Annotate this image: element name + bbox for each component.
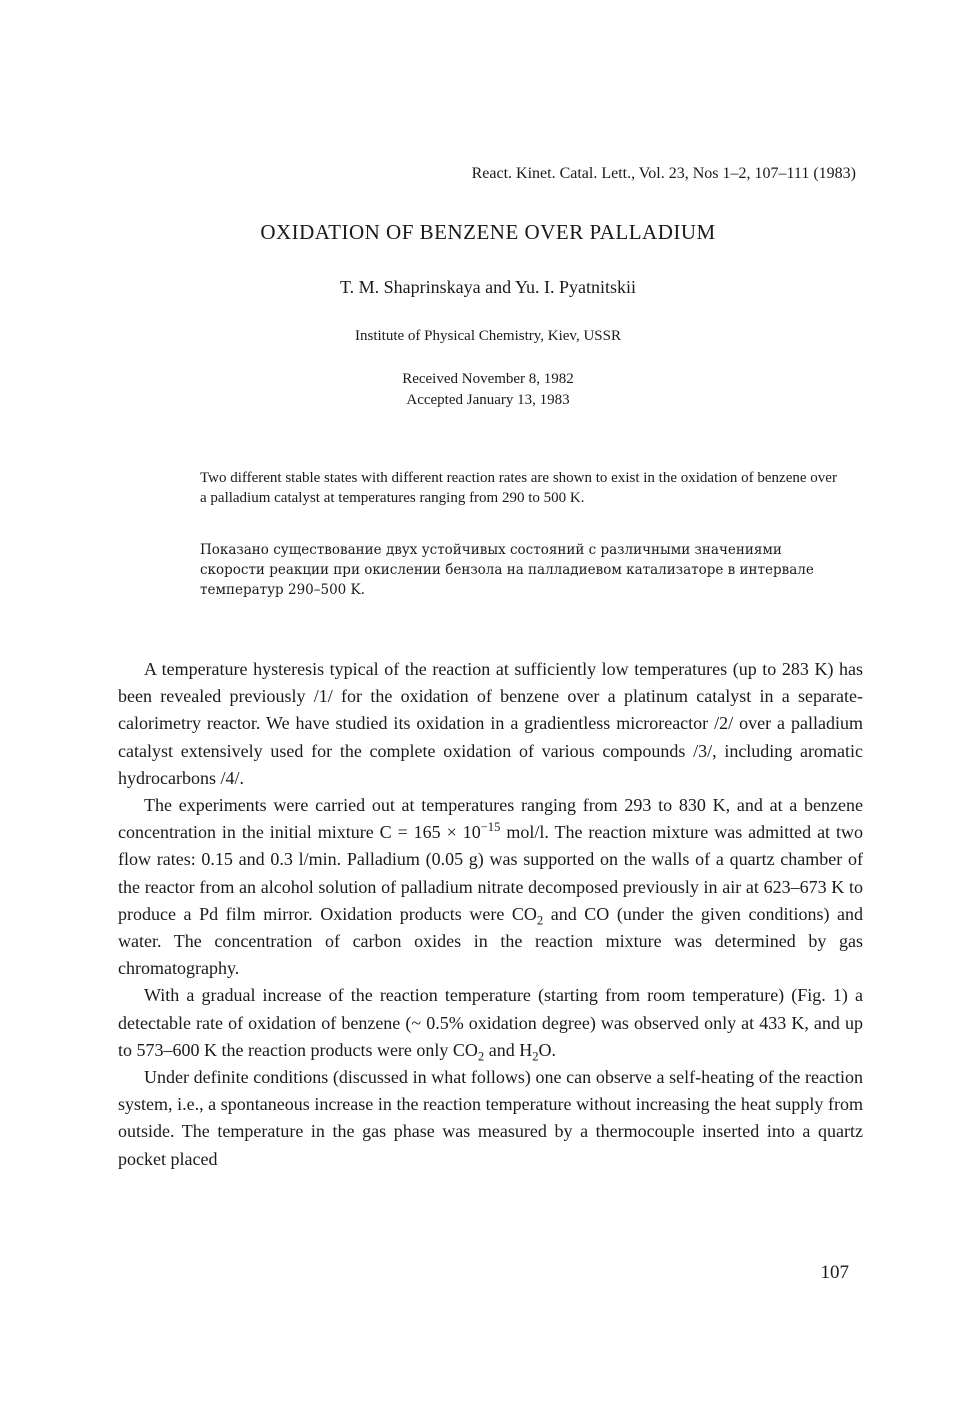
author-affiliation: Institute of Physical Chemistry, Kiev, USSR: [355, 328, 621, 344]
received-date: Received November 8, 1982: [402, 371, 574, 387]
concentration-exponent: −15: [480, 820, 501, 835]
abstract-english: Two different stable states with different reaction rates are shown to exist in the oxidation of benzene over a palladium catalyst at temperatures ranging from 290 to 500 K.: [200, 470, 837, 506]
accepted-date: Accepted January 13, 1983: [406, 392, 570, 408]
co2-subscript: 2: [477, 1049, 485, 1064]
co2-subscript: 2: [536, 913, 544, 928]
body-paragraph-4: Under definite conditions (discussed in what follows) one can observe a self-heating of the reaction system, i.e., a spontaneous increase in the reaction temperature without increasing the heat supply from outside. The temperature in the gas phase was measured by a thermocouple inserted into a quartz pocket placed: [118, 1067, 863, 1169]
body-paragraph-2-part-a: The experiments were carried out at temperatures ranging from 293 to 830 K, and at a benzene concentration in the initial mixture C = 165 × 10: [118, 795, 863, 843]
body-paragraph-2-part-b: mol/l. The reaction mixture was admitted at two flow rates: 0.15 and 0.3 l/min. Palladium (0.05 g) was supported on the walls of a quartz chamber of the reactor from an alcohol solution of palladium nitrate decomposed previously in air at 623–673 K to produce a Pd film mirror. Oxidation products were CO: [118, 822, 864, 924]
body-paragraph-3-part-c: O.: [538, 1039, 557, 1060]
body-paragraph-2-part-c: and CO (under the given conditions) and water. The concentration of carbon oxides in the reaction mixture was determined by gas chromatography.: [118, 903, 863, 979]
body-paragraph-3: [118, 982, 863, 1064]
article-body: [118, 656, 863, 1173]
h2o-subscript: 2: [532, 1049, 539, 1064]
body-paragraph-1: A temperature hysteresis typical of the reaction at sufficiently low temperatures (up to 283 K) has been revealed previously /1/ for the oxidation of benzene over a platinum catalyst in a separate-calorimetry reactor. We have studied its oxidation in a gradientless microreactor /2/ over a palladium catalyst extensively used for the complete oxidation of various compounds /3/, including aromatic hydrocarbons /4/.: [118, 659, 863, 788]
abstract-russian: Показано существование двух устойчивых состояний с различными значениями скорости реакции при окислении бензола на палладиевом катализаторе в интервале температур 290–500 K.: [200, 542, 814, 598]
article-authors: T. M. Shaprinskaya and Yu. I. Pyatnitskii: [340, 277, 636, 297]
page-number: 107: [820, 1262, 849, 1283]
body-paragraph-3-part-a: With a gradual increase of the reaction temperature (starting from room temperature) (Fig. 1) a detectable rate of oxidation of benzene (~ 0.5% oxidation degree) was observed only at 433 K, and up to 573–600 K the reaction products were only CO: [118, 985, 863, 1060]
article-title: OXIDATION OF BENZENE OVER PALLADIUM: [260, 220, 716, 244]
journal-reference: React. Kinet. Catal. Lett., Vol. 23, Nos 1–2, 107–111 (1983): [471, 165, 856, 182]
body-paragraph-3-part-b: and H: [484, 1039, 533, 1060]
body-paragraph-2: [118, 792, 863, 982]
article-dates: [0, 369, 976, 411]
